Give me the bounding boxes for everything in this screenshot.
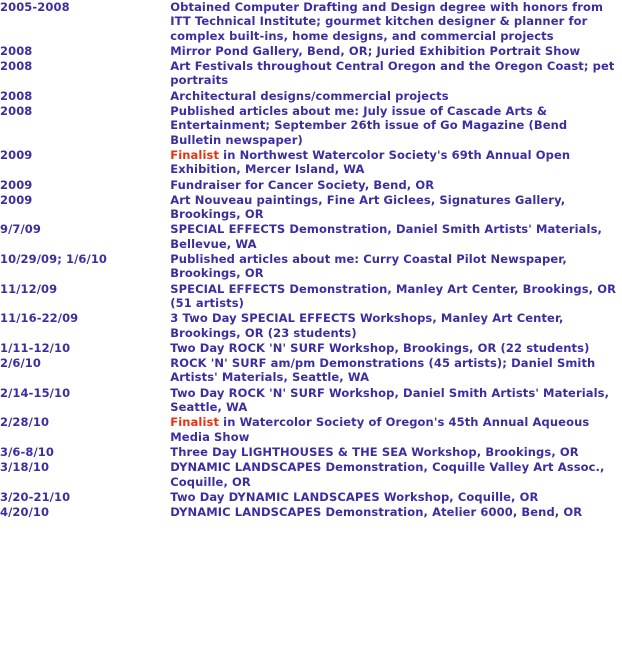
table-row [0, 104, 622, 148]
entry-description: ROCK 'N' SURF am/pm Demonstrations (45 artists); Daniel Smith Artists' Materials, Seattle, WA [170, 356, 596, 385]
entry-date: 2008 [0, 59, 33, 74]
entry-date: 3/18/10 [0, 460, 50, 475]
entry-description: Architectural designs/commercial projects [170, 88, 449, 103]
table-row [0, 148, 622, 178]
entry-date: 2005-2008 [0, 0, 70, 14]
entry-description: Art Nouveau paintings, Fine Art Giclees, Signatures Gallery, Brookings, OR [170, 192, 566, 222]
table-row [0, 59, 622, 89]
entry-description: Obtained Computer Drafting and Design degree with honors from ITT Technical Institute; gourmet kitchen designer & planner for complex built-ins, home designs, and commercial projects [170, 0, 604, 43]
entry-date: 3/20-21/10 [0, 489, 71, 504]
entry-date: 2009 [0, 192, 33, 207]
table-row [0, 356, 622, 386]
entry-date: 4/20/10 [0, 505, 50, 520]
table-row [0, 415, 622, 445]
table-row [0, 89, 622, 104]
entry-description: Art Festivals throughout Central Oregon and the Oregon Coast; pet portraits [170, 59, 615, 88]
entry-description: SPECIAL EFFECTS Demonstration, Daniel Smith Artists' Materials, Bellevue, WA [170, 222, 602, 251]
entry-description: DYNAMIC LANDSCAPES Demonstration, Coquille Valley Art Assoc., Coquille, OR [170, 460, 605, 489]
entry-description: Mirror Pond Gallery, Bend, OR; Juried Exhibition Portrait Show [170, 43, 581, 58]
table-row [0, 282, 622, 312]
table-row [0, 386, 622, 416]
entry-description: Three Day LIGHTHOUSES & THE SEA Workshop, Brookings, OR [170, 444, 579, 459]
table-row [0, 222, 622, 252]
entry-description: Two Day ROCK 'N' SURF Workshop, Daniel Smith Artists' Materials, Seattle, WA [170, 385, 610, 415]
entry-description: Two Day ROCK 'N' SURF Workshop, Brookings, OR (22 students) [170, 340, 590, 355]
entry-date: 11/16-22/09 [0, 311, 79, 326]
entry-date: 2008 [0, 104, 33, 119]
entry-description: SPECIAL EFFECTS Demonstration, Manley Art Center, Brookings, OR (51 artists) [170, 281, 617, 310]
table-row [0, 490, 622, 505]
table-row [0, 252, 622, 282]
entry-date: 2/14-15/10 [0, 385, 71, 400]
table-row [0, 505, 622, 520]
entry-description: DYNAMIC LANDSCAPES Demonstration, Atelier 6000, Bend, OR [170, 505, 583, 520]
entry-description: Fundraiser for Cancer Society, Bend, OR [170, 177, 435, 192]
entry-date: 2009 [0, 177, 33, 192]
entry-description [170, 415, 622, 445]
entry-description: Published articles about me: July issue of Cascade Arts & Entertainment; September 26th issue of Go Magazine (Bend Bulletin newspaper) [170, 104, 568, 147]
entry-description: Two Day DYNAMIC LANDSCAPES Workshop, Coquille, OR [170, 489, 539, 504]
table-row [0, 311, 622, 341]
table-row [0, 193, 622, 223]
entry-date: 2/6/10 [0, 356, 42, 371]
entry-date: 2/28/10 [0, 415, 50, 430]
table-row [0, 44, 622, 59]
entry-description-text: in Northwest Watercolor Society's 69th Annual Open Exhibition, Mercer Island, WA [170, 147, 571, 177]
table-row [0, 0, 622, 44]
entry-date: 2008 [0, 43, 33, 58]
entry-date: 1/11-12/10 [0, 340, 71, 355]
table-row [0, 341, 622, 356]
table-row [0, 445, 622, 460]
entry-date: 2009 [0, 147, 33, 162]
entry-date: 2008 [0, 88, 33, 103]
entry-date: 3/6-8/10 [0, 444, 54, 459]
entry-date: 11/12/09 [0, 281, 58, 296]
entry-description: Published articles about me: Curry Coastal Pilot Newspaper, Brookings, OR [170, 252, 567, 281]
table-row [0, 178, 622, 193]
entry-date: 9/7/09 [0, 222, 42, 237]
entry-description: 3 Two Day SPECIAL EFFECTS Workshops, Manley Art Center, Brookings, OR (23 students) [170, 311, 564, 340]
entry-highlight: Finalist [170, 415, 220, 430]
entry-highlight: Finalist [170, 147, 220, 162]
entry-date: 10/29/09; 1/6/10 [0, 252, 108, 267]
table-row [0, 460, 622, 490]
entry-description [170, 148, 622, 178]
entry-description-text: in Watercolor Society of Oregon's 45th Annual Aqueous Media Show [170, 415, 590, 444]
